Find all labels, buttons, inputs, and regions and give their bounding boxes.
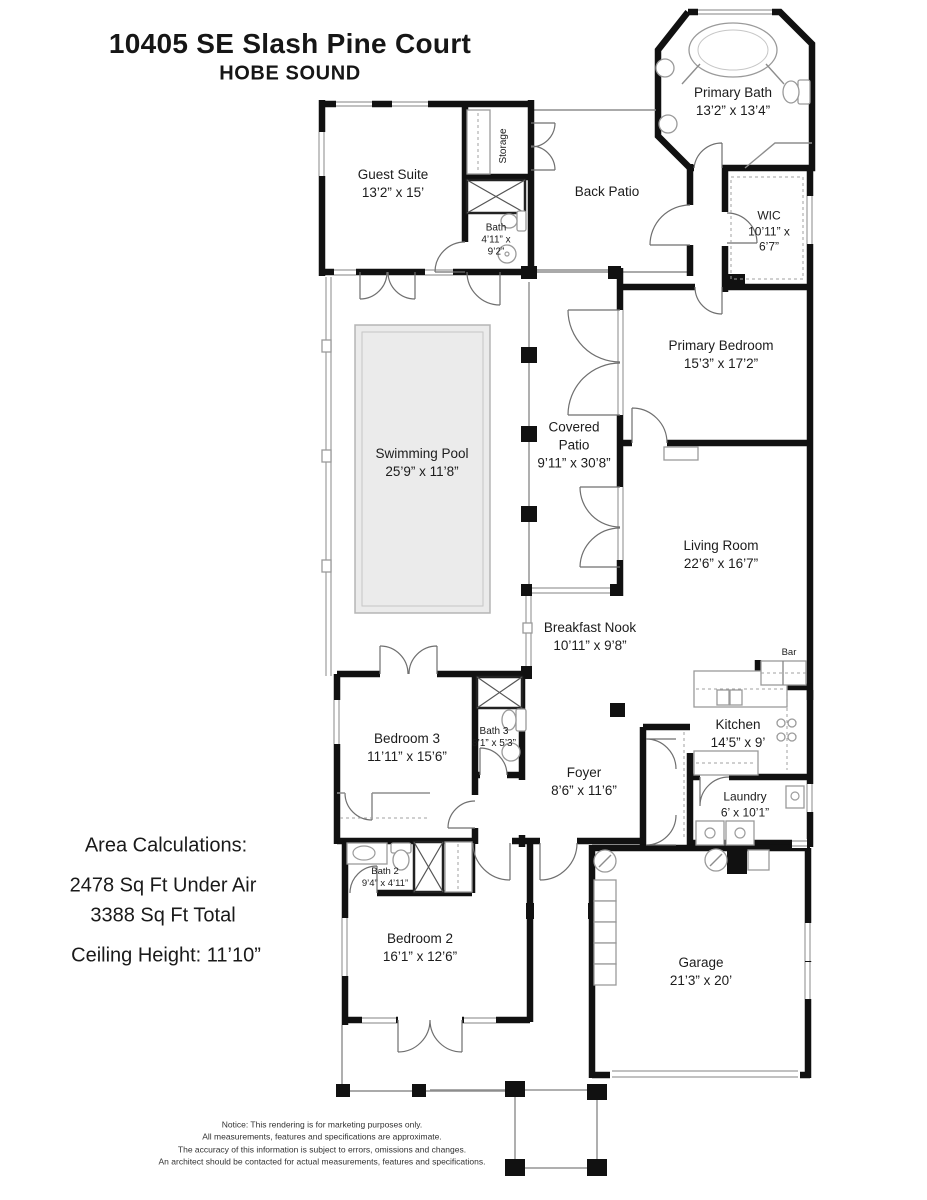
disclaimer-line: An architect should be contacted for actual measurements, features and specifications. [158,1156,486,1167]
room-label-wic [740,209,798,256]
room-label-foyer [534,764,634,800]
room-label-bath-2 [338,866,433,890]
room-name: Back Patio [574,184,640,200]
room-label-primary-bedroom [646,337,796,373]
disclaimer-line: Notice: This rendering is for marketing purposes only. [221,1119,423,1130]
room-dims: 8’1” x 5’3” [472,738,516,749]
room-dims: 22’6” x 16’7” [683,556,759,571]
ceiling-height: Ceiling Height: 11’10” [71,944,261,967]
room-name: Covered Patio [548,419,600,453]
room-label-bedroom-3 [350,730,465,766]
room-label-kitchen [693,716,783,752]
room-name: WIC [757,208,781,223]
room-name: Bar [781,647,797,659]
room-name: Living Room [683,538,759,554]
room-label-storage [498,128,510,163]
room-name: Laundry [723,789,767,804]
room-name: Bedroom 2 [386,931,454,947]
room-dims: 16’1” x 12’6” [382,949,458,964]
room-dims: 6’ x 10’1” [720,805,770,819]
room-label-covered-patio [535,418,613,471]
room-dims: 10’11” x 9’8” [553,638,627,653]
room-name: Garage [678,955,724,971]
room-label-back-patio [560,183,655,201]
page-subtitle: HOBE SOUND [219,62,361,85]
room-dims: 13’2” x 13’4” [695,103,771,118]
room-label-primary-bath [673,84,793,120]
room-dims: 4’11” x 9’2” [481,234,511,259]
room-dims: 10’11” x 6’7” [748,224,790,254]
room-name: Guest Suite [357,167,429,183]
room-dims: 11’11” x 15’6” [367,749,447,764]
room-dims: 9’4” x 4’11” [361,878,409,889]
room-label-bath-3 [472,726,516,750]
room-name: Storage [497,128,509,164]
room-dims: 21’3” x 20’ [669,973,733,988]
room-name: Bedroom 3 [373,731,441,747]
room-label-laundry [705,789,785,820]
disclaimer [159,1118,486,1167]
room-dims: 9’11” x 30’8” [537,454,611,470]
room-dims: 15’3” x 17’2” [683,356,759,371]
room-name: Bath 2 [371,866,399,878]
room-name: Primary Bath [693,85,773,101]
area-calculations-heading: Area Calculations: [84,834,248,857]
room-name: Breakfast Nook [543,620,637,636]
room-name: Bath [485,222,507,234]
room-label-garage [651,954,751,990]
room-name: Kitchen [715,717,761,733]
room-name: Bath 3 [479,725,509,737]
room-dims: 13’2” x 15’ [361,185,425,200]
page-title: 10405 SE Slash Pine Court [108,28,472,59]
room-label-living-room [661,537,781,573]
room-label-guest-suite [338,166,448,202]
room-label-breakfast-nook [525,619,655,655]
room-dims: 14’5” x 9’ [710,735,766,750]
room-name: Foyer [566,765,602,781]
room-label-swimming-pool [357,445,487,481]
disclaimer-line: The accuracy of this information is subject to errors, omissions and changes. [177,1144,467,1154]
room-dims: 8’6” x 11’6” [551,783,617,798]
room-name: Primary Bedroom [668,338,774,354]
room-name: Swimming Pool [375,446,469,462]
area-under-air: 2478 Sq Ft Under Air [69,874,257,897]
disclaimer-line: All measurements, features and specifications are approximate. [202,1131,442,1142]
room-label-guest-bath [473,223,519,260]
room-label-bedroom-2 [363,930,478,966]
room-label-bar [774,647,804,659]
area-total: 3388 Sq Ft Total [90,904,236,927]
room-dims: 25’9” x 11’8” [385,464,459,479]
